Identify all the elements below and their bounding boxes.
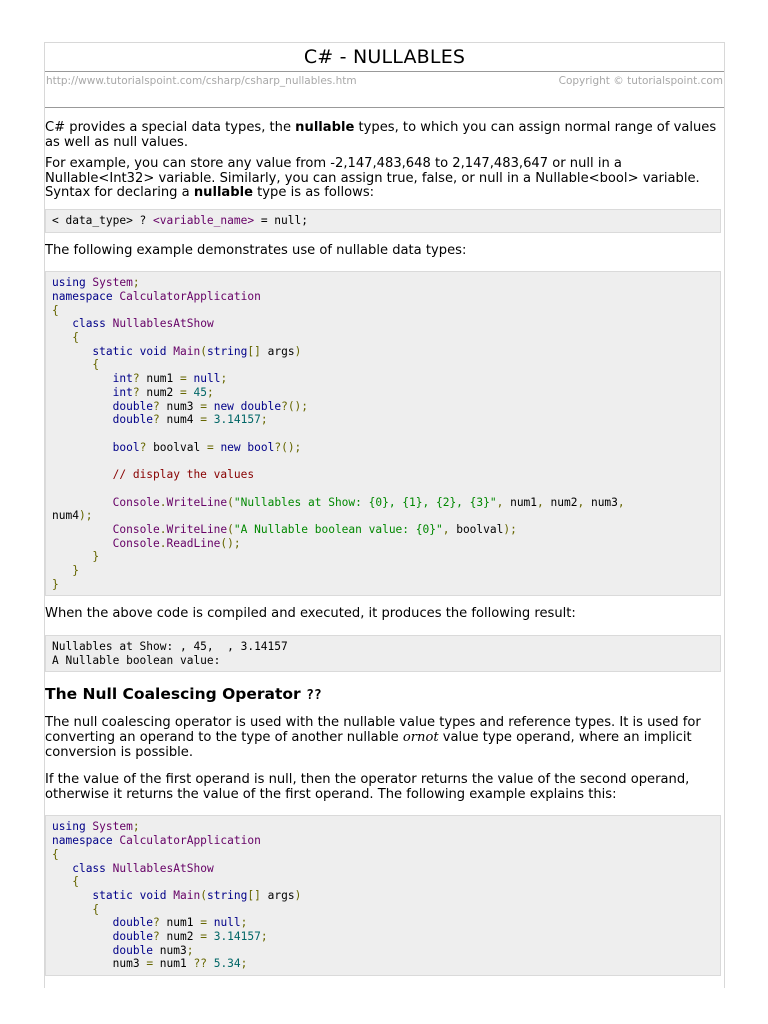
code-token: ; [206,385,214,399]
code-string: "A Nullable boolean value: {0}" [233,522,443,536]
code-token: num2 [159,930,201,944]
code-token: 5.34 [206,957,241,971]
code-token: , [537,495,544,509]
code-token: ? [153,413,160,427]
code-token: { [52,303,59,317]
code-token: boolval [146,440,207,454]
intro-text: C# provides a special data types, the [45,120,296,135]
code-token: double [233,399,282,413]
code-token: new [206,399,234,413]
code-token: ? [153,916,160,930]
code-token: boolval [449,522,504,536]
code-token: (); [220,536,241,550]
code-token: int [112,385,133,399]
code-token: [] [247,344,261,358]
code-token: ); [503,522,517,536]
code-token: ; [240,957,248,971]
code-token: CalculatorApplication [112,834,261,848]
page-title: C# - NULLABLES [303,46,466,68]
code-token: Console [112,495,160,509]
code-token: static [92,888,133,902]
code-token: ? [153,399,160,413]
code-token: 3.14157 [206,930,261,944]
code-token: ?? [193,957,207,971]
intro-paragraph-1 [45,121,721,150]
code-token: WriteLine [166,522,228,536]
code-token: = null; [254,213,308,227]
code-token: WriteLine [166,495,228,509]
code-token: , [577,495,585,509]
code-token: ( [200,888,207,902]
source-url: http://www.tutorialspoint.com/csharp/csharp_nullables.htm [46,75,357,87]
document-page [44,42,725,988]
code-token: . [159,536,167,550]
code-token: void [132,344,167,358]
code-token: num2 [543,495,578,509]
code-token: null [206,916,241,930]
code-token: ?(); [274,440,302,454]
code-token: = [200,413,207,427]
code-token: string [206,344,248,358]
intro-text: types, to which you can assign normal range of values as well as null values. [45,120,717,150]
code-token: NullablesAtShow [105,317,214,331]
intro-paragraph-2 [45,157,721,201]
code-token: num2 [139,385,181,399]
code-token: CalculatorApplication [112,289,261,303]
section-heading-operator: ?? [306,688,322,704]
code-token: double [112,916,154,930]
intro-text: type is as follows: [253,185,375,201]
code-token: ); [78,509,93,523]
code-token: <variable_name> [153,213,255,227]
code-token: num3 [159,399,201,413]
code-token: class [72,861,106,875]
output-block [45,635,721,672]
code-token: = [180,372,187,386]
code-token: = [146,957,154,971]
code-token: System [85,276,133,290]
code-token: num1 [153,957,194,971]
code-token: = [206,440,214,454]
code-token: } [52,577,59,591]
code-block-nullables [45,271,721,596]
code-token: { [52,847,59,861]
code-token: num3 [112,957,147,971]
code-token: ( [227,522,234,536]
code-token: = [200,916,207,930]
code-token: , [442,522,450,536]
intro-bold-term: nullable [193,185,254,201]
code-token: { [72,331,79,345]
code-token: . [159,522,167,536]
code-token: void [132,888,167,902]
code-token: static [92,344,133,358]
code-token: { [72,875,79,889]
code-token: ; [220,372,228,386]
code-token: } [72,564,79,578]
section-heading [45,685,721,705]
code-token: . [159,495,167,509]
code-token: num3 [584,495,618,509]
header-divider [45,71,724,72]
code-token: System [85,820,133,834]
section-text: The null coalescing operator is used with the nullable value types and reference types. It is used for converting an operand to the type of another nullable [45,715,701,746]
code-token: ; [132,820,140,834]
code-token: < data_type> ? [52,213,154,227]
code-token: double [112,930,154,944]
code-token: Console [112,536,160,550]
code-token: num1 [159,916,201,930]
content-body [45,121,721,976]
code-token: new [213,440,241,454]
code-token: ? [132,385,140,399]
code-token: [] [247,888,261,902]
code-token: bool [112,440,140,454]
code-token: = [200,930,207,944]
code-token: = [180,385,187,399]
copyright-notice: Copyright © tutorialspoint.com [558,75,723,87]
code-token: ( [200,344,207,358]
section-italic-term: ornot [402,730,439,746]
code-token: ; [186,943,194,957]
code-token: 45 [186,385,207,399]
result-intro: When the above code is compiled and executed, it produces the following result: [45,606,576,622]
code-token: bool [240,440,275,454]
code-token: , [617,495,625,509]
output-line: A Nullable boolean value: [52,653,221,667]
code-token: num4 [159,413,201,427]
code-token: num1 [503,495,538,509]
code-token: = [200,399,207,413]
intro-text: For example, you can store any value from -2,147,483,648 to 2,147,483,647 or null in a Nullable<Int32> variable. Similarly, you can assign true, false, or null in a Nullable<bool> variable. Syntax for declaring a [45,156,700,201]
code-token: args [260,344,295,358]
code-token: Console [112,522,160,536]
code-token: class [72,317,106,331]
code-token: args [260,888,295,902]
section-paragraph-2: If the value of the first operand is null, then the operator returns the value of the second operand, otherwise it returns the value of the first operand. The following example explains this: [45,772,690,802]
code-token: NullablesAtShow [105,861,214,875]
code-token: { [92,902,100,916]
section-heading-text: The Null Coalescing Operator [45,685,307,704]
code-token: Main [166,888,201,902]
code-token: ; [132,276,140,290]
code-token: ? [139,440,147,454]
header-divider-bottom [45,107,724,108]
code-token: ReadLine [166,536,221,550]
code-token: 3.14157 [206,413,261,427]
code-token: num1 [139,372,181,386]
code-token: double [112,399,154,413]
code-token: null [186,372,221,386]
code-token: ? [153,930,160,944]
code-token: namespace [52,834,113,848]
code-token: ; [260,930,268,944]
section-text: value type operand, where an implicit conversion is possible. [45,730,692,760]
code-token: ; [240,916,248,930]
code-token: using [52,820,86,834]
syntax-code-block [45,209,721,233]
code-token: , [496,495,504,509]
code-token: int [112,372,133,386]
intro-bold-term: nullable [295,120,355,135]
code-token: num3 [153,943,187,957]
code-string: "Nullables at Show: {0}, {1}, {2}, {3}" [233,495,497,509]
code-token: using [52,276,86,290]
code-block-coalescing [45,815,721,976]
code-token: } [92,550,100,564]
code-token: num4 [52,509,79,523]
code-token: ? [132,372,140,386]
code-comment: // display the values [112,468,255,482]
code-token: { [92,358,100,372]
example-intro: The following example demonstrates use of nullable data types: [45,242,467,258]
code-token: ( [227,495,234,509]
output-line: Nullables at Show: , 45, , 3.14157 [52,640,288,654]
code-token: namespace [52,289,113,303]
code-token: ?(); [281,399,309,413]
code-token: Main [166,344,201,358]
code-token: double [112,413,154,427]
code-token: ) [294,344,302,358]
code-token: ; [260,413,268,427]
code-token: string [206,888,248,902]
code-token: double [112,943,154,957]
code-token: ) [294,888,302,902]
section-paragraph-1 [45,716,721,760]
